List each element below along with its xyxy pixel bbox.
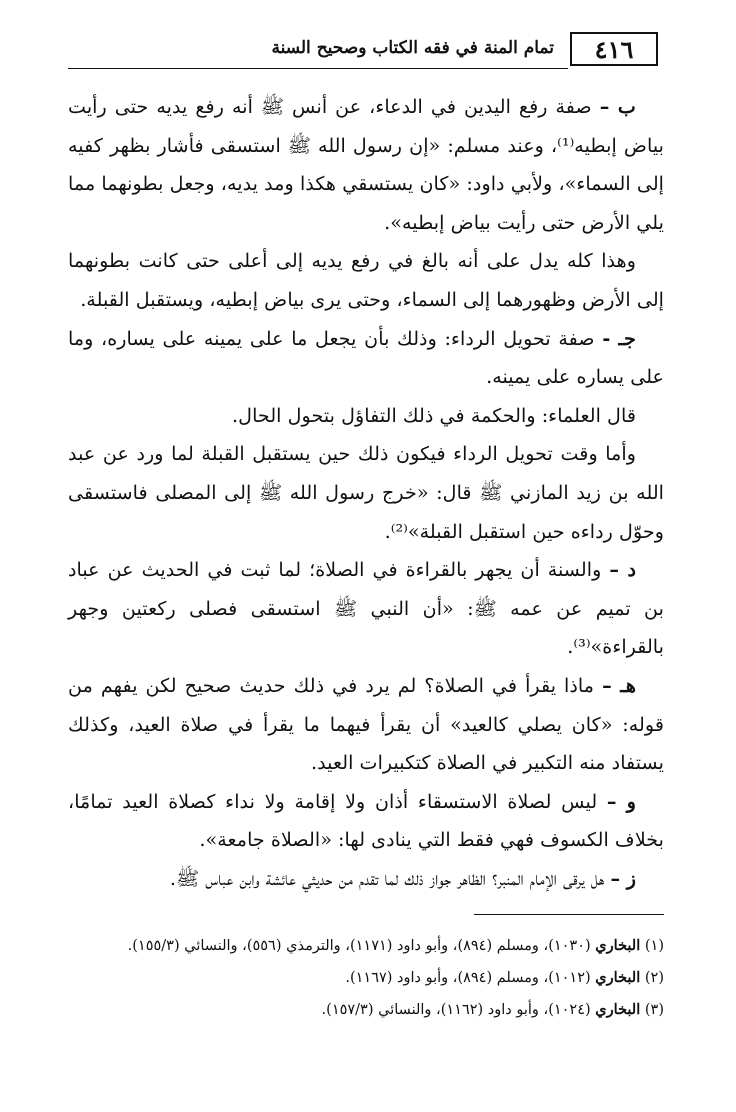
header-rule	[68, 68, 568, 69]
paragraph-z	[68, 860, 664, 899]
footnote-2	[68, 962, 664, 994]
paragraph-h	[68, 667, 664, 783]
item-marker: و –	[606, 789, 636, 813]
item-marker: ب –	[599, 95, 636, 118]
main-text	[68, 88, 664, 898]
page-number: ٤١٦	[570, 32, 658, 66]
item-marker: د –	[609, 558, 636, 582]
footnote-source: البخاري	[595, 969, 641, 986]
paragraph-text: وأما وقت تحويل الرداء فيكون ذلك حين يستقبل القبلة لما ورد عن عبد الله بن زيد المازني ﷺ قال: «خرج رسول الله ﷺ إلى المصلى فاستسقى وحوّل رداءه حين استقبل القبلة»⁽²⁾.	[68, 442, 664, 543]
item-marker: جـ -	[602, 326, 636, 350]
footnotes	[68, 930, 664, 1026]
footnote-text: (١٠٢٤)، وأبو داود (١١٦٢)، والنسائي (١٥٧/٣).	[321, 1002, 591, 1018]
item-marker: هـ –	[602, 673, 636, 697]
paragraph-j	[68, 320, 664, 397]
paragraph-text: هل يرقى الإمام المنبر؟ الظاهر جواز ذلك لما تقدم من حديثي عائشة وابن عباس ﷺ.	[169, 866, 605, 890]
paragraph-w	[68, 783, 664, 860]
footnote-text: (١٠٣٠)، ومسلم (٨٩٤)، وأبو داود (١١٧١)، والترمذي (٥٥٦)، والنسائي (١٥٥/٣).	[127, 938, 591, 954]
paragraph-text: صفة رفع اليدين في الدعاء، عن أنس ﷺ أنه رفع يديه حتى رأيت بياض إبطيه⁽¹⁾، وعند مسلم: «إن رسول الله ﷺ استسقى فأشار بظهر كفيه إلى السماء»، ولأبي داود: «كان يستسقي هكذا ومد يديه، وجعل بطونهما مما يلي الأرض حتى رأيت بياض إبطيه».	[68, 95, 664, 234]
paragraph	[68, 397, 664, 436]
footnote-text: (١٠١٢)، ومسلم (٨٩٤)، وأبو داود (١١٦٧).	[345, 970, 591, 986]
paragraph	[68, 435, 664, 551]
footnote-number: (١)	[644, 938, 664, 954]
footnote-source: البخاري	[595, 1001, 641, 1018]
paragraph-text: والسنة أن يجهر بالقراءة في الصلاة؛ لما ثبت في الحديث عن عباد بن تميم عن عمه ﷺ: «أن النبي ﷺ استسقى فصلى ركعتين وجهر بالقراءة»⁽³⁾.	[68, 558, 664, 659]
footnote-3	[68, 994, 664, 1026]
paragraph-text: ليس لصلاة الاستسقاء أذان ولا إقامة ولا نداء كصلاة العيد تمامًا، بخلاف الكسوف فهي فقط التي ينادى لها: «الصلاة جامعة».	[68, 789, 664, 852]
footnote-1	[68, 930, 664, 962]
running-title: تمام المنة في فقه الكتاب وصحيح السنة	[271, 38, 554, 58]
footnote-source: البخاري	[595, 937, 641, 954]
footnote-separator	[474, 914, 664, 915]
footnote-number: (٣)	[644, 1002, 664, 1018]
paragraph-text: قال العلماء: والحكمة في ذلك التفاؤل بتحول الحال.	[232, 403, 636, 427]
paragraph-d	[68, 551, 664, 667]
paragraph-b	[68, 88, 664, 242]
paragraph-text: صفة تحويل الرداء: وذلك بأن يجعل ما على يمينه على يساره، وما على يساره على يمينه.	[68, 326, 664, 389]
item-marker: ز –	[610, 866, 636, 890]
paragraph-text: وهذا كله يدل على أنه بالغ في رفع يديه إلى أعلى حتى كانت بطونهما إلى الأرض وظهورهما إلى السماء، وحتى يرى بياض إبطيه، ويستقبل القبلة.	[68, 249, 664, 311]
page-header	[68, 28, 658, 72]
footnote-number: (٢)	[644, 970, 664, 986]
paragraph-text: ماذا يقرأ في الصلاة؟ لم يرد في ذلك حديث صحيح لكن يفهم من قوله: «كان يصلي كالعيد» أن يقرأ فيهما ما يقرأ في صلاة العيد، وكذلك يستفاد منه التكبير في الصلاة كتكبيرات العيد.	[68, 673, 664, 775]
paragraph	[68, 242, 664, 319]
